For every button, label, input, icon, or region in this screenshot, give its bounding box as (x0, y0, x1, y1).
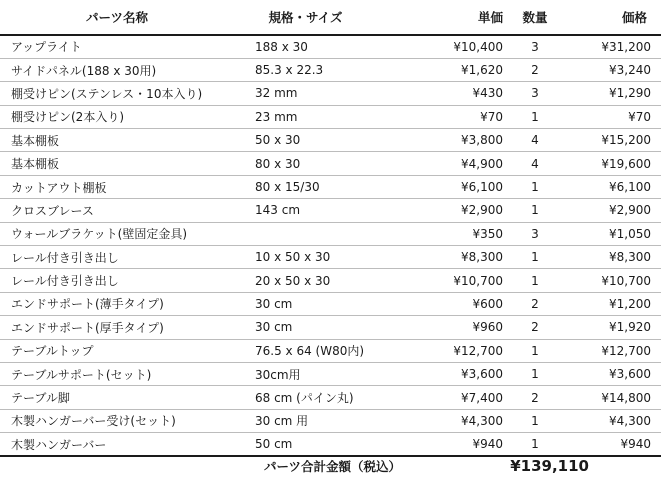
cell-price: ¥1,920 (560, 316, 661, 339)
cell-spec-size: 68 cm (パイン丸) (238, 386, 393, 409)
table-row (0, 269, 661, 292)
cell-spec-size: 80 x 15/30 (238, 175, 393, 198)
cell-spec-size: 30 cm 用 (238, 409, 393, 432)
cell-unit-price: ¥430 (393, 82, 510, 105)
cell-part-name: サイドパネル(188 x 30用) (0, 58, 238, 81)
cell-spec-size: 50 cm (238, 433, 393, 456)
cell-quantity: 2 (510, 316, 560, 339)
table-row (0, 175, 661, 198)
table-row (0, 316, 661, 339)
cell-quantity: 2 (510, 292, 560, 315)
cell-unit-price: ¥6,100 (393, 175, 510, 198)
cell-spec-size (238, 222, 393, 245)
cell-unit-price: ¥3,800 (393, 129, 510, 152)
cell-quantity: 1 (510, 433, 560, 456)
cell-unit-price: ¥2,900 (393, 199, 510, 222)
cell-price: ¥1,050 (560, 222, 661, 245)
table-header (0, 0, 661, 35)
cell-quantity: 4 (510, 152, 560, 175)
cell-quantity: 3 (510, 82, 560, 105)
cell-price: ¥70 (560, 105, 661, 128)
table-row (0, 129, 661, 152)
cell-part-name: エンドサポート(厚手タイプ) (0, 316, 238, 339)
cell-unit-price: ¥940 (393, 433, 510, 456)
table-row (0, 105, 661, 128)
cell-part-name: クロスブレース (0, 199, 238, 222)
header-row (0, 0, 661, 35)
cell-price: ¥940 (560, 433, 661, 456)
table-body (0, 35, 661, 456)
cell-part-name: レール付き引き出し (0, 246, 238, 269)
cell-part-name: 棚受けピン(2本入り) (0, 105, 238, 128)
cell-spec-size: 23 mm (238, 105, 393, 128)
cell-spec-size: 30 cm (238, 316, 393, 339)
header-quantity: 数量 (510, 0, 560, 35)
cell-part-name: 木製ハンガーバー (0, 433, 238, 456)
cell-part-name: 基本棚板 (0, 152, 238, 175)
cell-price: ¥1,290 (560, 82, 661, 105)
cell-price: ¥3,240 (560, 58, 661, 81)
cell-price: ¥31,200 (560, 35, 661, 58)
cell-unit-price: ¥960 (393, 316, 510, 339)
cell-part-name: テーブルトップ (0, 339, 238, 362)
cell-quantity: 4 (510, 129, 560, 152)
cell-price: ¥8,300 (560, 246, 661, 269)
cell-part-name: レール付き引き出し (0, 269, 238, 292)
cell-part-name: 棚受けピン(ステンレス・10本入り) (0, 82, 238, 105)
cell-quantity: 1 (510, 199, 560, 222)
cell-price: ¥10,700 (560, 269, 661, 292)
cell-price: ¥14,800 (560, 386, 661, 409)
cell-unit-price: ¥600 (393, 292, 510, 315)
cell-price: ¥4,300 (560, 409, 661, 432)
header-part-name: パーツ名称 (0, 0, 238, 35)
cell-price: ¥3,600 (560, 362, 661, 385)
cell-unit-price: ¥10,400 (393, 35, 510, 58)
cell-part-name: テーブルサポート(セット) (0, 362, 238, 385)
cell-price: ¥2,900 (560, 199, 661, 222)
cell-spec-size: 188 x 30 (238, 35, 393, 58)
cell-price: ¥19,600 (560, 152, 661, 175)
cell-unit-price: ¥7,400 (393, 386, 510, 409)
table-row (0, 362, 661, 385)
cell-unit-price: ¥70 (393, 105, 510, 128)
header-price: 価格 (560, 0, 661, 35)
cell-quantity: 1 (510, 105, 560, 128)
cell-spec-size: 50 x 30 (238, 129, 393, 152)
table-row (0, 82, 661, 105)
cell-part-name: 木製ハンガーバー受け(セット) (0, 409, 238, 432)
cell-spec-size: 143 cm (238, 199, 393, 222)
cell-price: ¥6,100 (560, 175, 661, 198)
cell-part-name: テーブル脚 (0, 386, 238, 409)
cell-spec-size: 30cm用 (238, 362, 393, 385)
cell-price: ¥1,200 (560, 292, 661, 315)
cell-unit-price: ¥1,620 (393, 58, 510, 81)
table-row (0, 292, 661, 315)
cell-part-name: 基本棚板 (0, 129, 238, 152)
cell-unit-price: ¥4,900 (393, 152, 510, 175)
cell-part-name: カットアウト棚板 (0, 175, 238, 198)
table-row (0, 58, 661, 81)
cell-spec-size: 10 x 50 x 30 (238, 246, 393, 269)
total-label: パーツ合計金額（税込） (264, 459, 402, 474)
cell-spec-size: 20 x 50 x 30 (238, 269, 393, 292)
cell-quantity: 2 (510, 58, 560, 81)
cell-quantity: 1 (510, 175, 560, 198)
cell-unit-price: ¥3,600 (393, 362, 510, 385)
cell-unit-price: ¥4,300 (393, 409, 510, 432)
total-row (0, 452, 600, 480)
cell-unit-price: ¥8,300 (393, 246, 510, 269)
cell-quantity: 3 (510, 35, 560, 58)
table-row (0, 386, 661, 409)
table-row (0, 246, 661, 269)
table-row (0, 35, 661, 58)
cell-part-name: ウォールブラケット(壁固定金具) (0, 222, 238, 245)
cell-unit-price: ¥12,700 (393, 339, 510, 362)
cell-part-name: エンドサポート(薄手タイプ) (0, 292, 238, 315)
cell-spec-size: 85.3 x 22.3 (238, 58, 393, 81)
table-row (0, 409, 661, 432)
cell-quantity: 1 (510, 409, 560, 432)
header-unit-price: 単価 (393, 0, 510, 35)
cell-quantity: 3 (510, 222, 560, 245)
header-spec-size: 規格・サイズ (238, 0, 393, 35)
cell-spec-size: 80 x 30 (238, 152, 393, 175)
table-row (0, 339, 661, 362)
cell-quantity: 1 (510, 339, 560, 362)
cell-spec-size: 76.5 x 64 (W80内) (238, 339, 393, 362)
cell-part-name: アップライト (0, 35, 238, 58)
cell-unit-price: ¥10,700 (393, 269, 510, 292)
total-value: ¥139,110 (510, 457, 589, 475)
table-row (0, 199, 661, 222)
cell-quantity: 2 (510, 386, 560, 409)
table-row (0, 152, 661, 175)
cell-unit-price: ¥350 (393, 222, 510, 245)
cell-quantity: 1 (510, 246, 560, 269)
cell-spec-size: 32 mm (238, 82, 393, 105)
table-row (0, 222, 661, 245)
cell-quantity: 1 (510, 269, 560, 292)
cell-spec-size: 30 cm (238, 292, 393, 315)
cell-quantity: 1 (510, 362, 560, 385)
cell-price: ¥15,200 (560, 129, 661, 152)
cell-price: ¥12,700 (560, 339, 661, 362)
